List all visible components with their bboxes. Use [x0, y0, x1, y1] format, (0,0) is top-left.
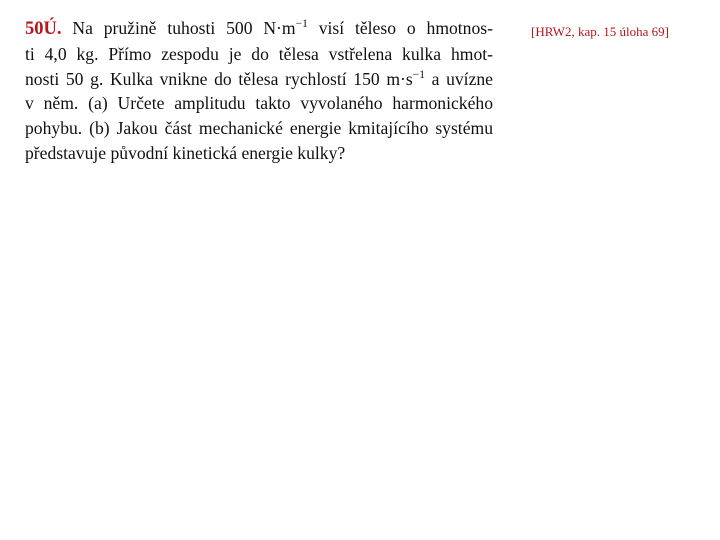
problem-line-2: ti 4,0 kg. Přímo zespodu je do tělesa vstřelena kulka hmot-: [25, 43, 493, 64]
problem-line-4: v něm. (a) Určete amplitudu takto vyvolaného harmonického: [25, 93, 493, 114]
problem-number: 50Ú.: [25, 19, 62, 39]
source-reference: [HRW2, kap. 15 úloha 69]: [531, 24, 669, 39]
problem-line-3: [25, 67, 493, 92]
problem-text-segment: visí těleso o hmotnos-: [307, 18, 493, 38]
problem-line-5: pohybu. (b) Jakou část mechanické energie kmitajícího systému: [25, 118, 493, 139]
problem-text: [25, 16, 493, 166]
problem-line-6: představuje původní kinetická energie kulky?: [25, 142, 346, 163]
unit-exponent: −1: [412, 68, 425, 81]
problem-text-segment: a uvízne: [424, 68, 493, 89]
unit-exponent: −1: [295, 17, 308, 30]
problem-text-segment: Na pružině tuhosti 500 N·m: [72, 18, 296, 38]
problem-line-1: [25, 16, 493, 42]
problem-text-segment: nosti 50 g. Kulka vnikne do tělesa rychlostí 150 m·s: [25, 68, 413, 89]
